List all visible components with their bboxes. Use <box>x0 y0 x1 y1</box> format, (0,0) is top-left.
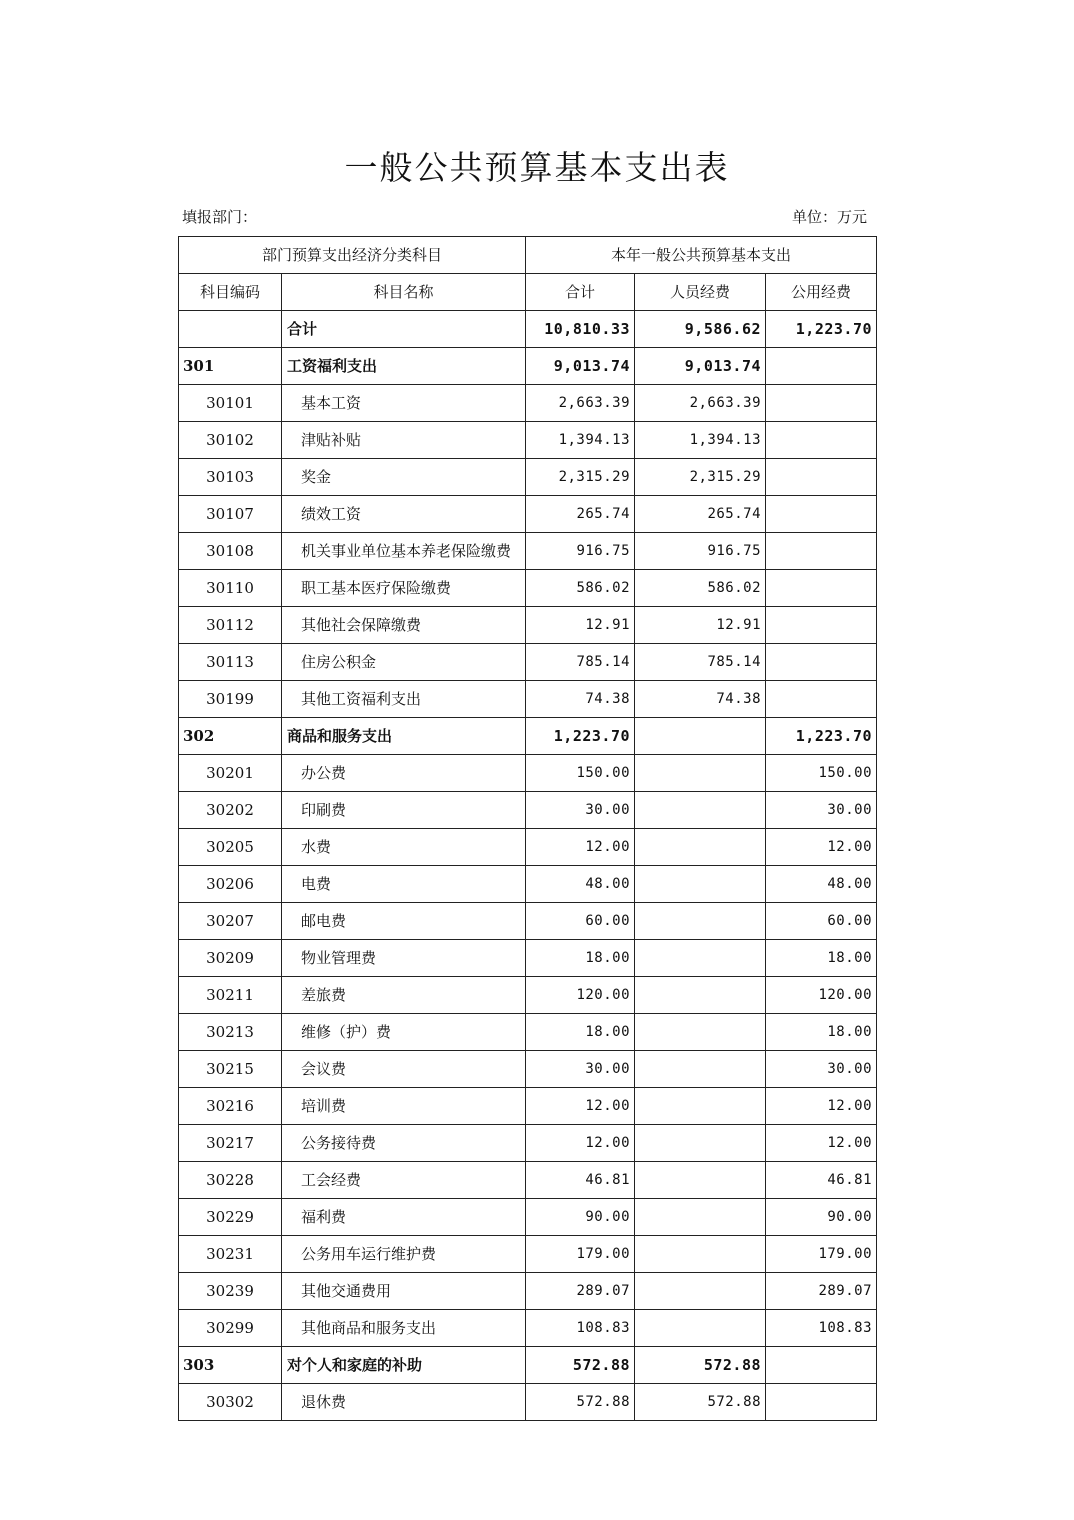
cell-code: 30215 <box>179 1051 282 1088</box>
cell-personnel: 2,315.29 <box>635 459 766 496</box>
cell-public: 60.00 <box>766 903 877 940</box>
table-row <box>179 1384 877 1421</box>
cell-personnel: 586.02 <box>635 570 766 607</box>
cell-personnel: 785.14 <box>635 644 766 681</box>
cell-public <box>766 459 877 496</box>
table-row <box>179 311 877 348</box>
table-row <box>179 385 877 422</box>
cell-name: 商品和服务支出 <box>282 718 526 755</box>
table-row <box>179 1347 877 1384</box>
cell-public: 12.00 <box>766 829 877 866</box>
table-row <box>179 829 877 866</box>
cell-public <box>766 533 877 570</box>
cell-code: 30209 <box>179 940 282 977</box>
table-row <box>179 755 877 792</box>
cell-code: 30103 <box>179 459 282 496</box>
cell-name: 其他社会保障缴费 <box>282 607 526 644</box>
cell-code: 303 <box>179 1347 282 1384</box>
table-row <box>179 570 877 607</box>
cell-personnel: 9,586.62 <box>635 311 766 348</box>
cell-public: 120.00 <box>766 977 877 1014</box>
table-row <box>179 533 877 570</box>
cell-total: 120.00 <box>526 977 635 1014</box>
cell-name: 培训费 <box>282 1088 526 1125</box>
table-row <box>179 681 877 718</box>
table-row <box>179 1125 877 1162</box>
table-row <box>179 1051 877 1088</box>
cell-public: 48.00 <box>766 866 877 903</box>
cell-public: 1,223.70 <box>766 718 877 755</box>
table-row <box>179 718 877 755</box>
cell-total: 2,315.29 <box>526 459 635 496</box>
cell-code: 30205 <box>179 829 282 866</box>
cell-public <box>766 1384 877 1421</box>
cell-public: 30.00 <box>766 1051 877 1088</box>
cell-code: 30201 <box>179 755 282 792</box>
cell-personnel <box>635 1125 766 1162</box>
cell-code: 30239 <box>179 1273 282 1310</box>
cell-personnel <box>635 977 766 1014</box>
cell-code <box>179 311 282 348</box>
cell-public: 18.00 <box>766 1014 877 1051</box>
table-row <box>179 866 877 903</box>
cell-name: 绩效工资 <box>282 496 526 533</box>
cell-name: 机关事业单位基本养老保险缴费 <box>282 533 526 570</box>
cell-name: 公务接待费 <box>282 1125 526 1162</box>
cell-public: 289.07 <box>766 1273 877 1310</box>
cell-total: 1,223.70 <box>526 718 635 755</box>
cell-total: 916.75 <box>526 533 635 570</box>
cell-code: 30202 <box>179 792 282 829</box>
table-row <box>179 459 877 496</box>
cell-public: 108.83 <box>766 1310 877 1347</box>
cell-code: 30113 <box>179 644 282 681</box>
table-body <box>179 311 877 1421</box>
table-row <box>179 1162 877 1199</box>
cell-personnel: 74.38 <box>635 681 766 718</box>
table-row <box>179 940 877 977</box>
cell-name: 物业管理费 <box>282 940 526 977</box>
table-row <box>179 1236 877 1273</box>
cell-code: 30302 <box>179 1384 282 1421</box>
cell-name: 会议费 <box>282 1051 526 1088</box>
cell-code: 30216 <box>179 1088 282 1125</box>
cell-total: 30.00 <box>526 792 635 829</box>
cell-code: 30228 <box>179 1162 282 1199</box>
budget-table <box>178 236 877 1421</box>
cell-name: 职工基本医疗保险缴费 <box>282 570 526 607</box>
cell-code: 30213 <box>179 1014 282 1051</box>
cell-name: 合计 <box>282 311 526 348</box>
cell-total: 90.00 <box>526 1199 635 1236</box>
cell-public <box>766 1347 877 1384</box>
cell-code: 30112 <box>179 607 282 644</box>
cell-name: 水费 <box>282 829 526 866</box>
cell-total: 179.00 <box>526 1236 635 1273</box>
header-personnel: 人员经费 <box>635 274 766 311</box>
cell-personnel: 572.88 <box>635 1384 766 1421</box>
cell-name: 住房公积金 <box>282 644 526 681</box>
cell-code: 30199 <box>179 681 282 718</box>
cell-code: 30108 <box>179 533 282 570</box>
cell-total: 108.83 <box>526 1310 635 1347</box>
cell-personnel <box>635 1051 766 1088</box>
cell-total: 289.07 <box>526 1273 635 1310</box>
table-row <box>179 422 877 459</box>
cell-personnel: 9,013.74 <box>635 348 766 385</box>
cell-code: 30211 <box>179 977 282 1014</box>
cell-public: 12.00 <box>766 1125 877 1162</box>
cell-public: 1,223.70 <box>766 311 877 348</box>
cell-name: 奖金 <box>282 459 526 496</box>
table-row <box>179 1199 877 1236</box>
header-public: 公用经费 <box>766 274 877 311</box>
cell-personnel: 916.75 <box>635 533 766 570</box>
cell-code: 30299 <box>179 1310 282 1347</box>
cell-personnel <box>635 1236 766 1273</box>
cell-total: 2,663.39 <box>526 385 635 422</box>
cell-code: 30107 <box>179 496 282 533</box>
cell-total: 10,810.33 <box>526 311 635 348</box>
cell-personnel <box>635 1273 766 1310</box>
cell-total: 572.88 <box>526 1384 635 1421</box>
table-row <box>179 1273 877 1310</box>
cell-name: 退休费 <box>282 1384 526 1421</box>
table-row <box>179 977 877 1014</box>
cell-public <box>766 422 877 459</box>
cell-name: 工会经费 <box>282 1162 526 1199</box>
cell-personnel <box>635 718 766 755</box>
fill-dept-label: 填报部门： <box>182 208 258 226</box>
cell-total: 46.81 <box>526 1162 635 1199</box>
table-row <box>179 1014 877 1051</box>
cell-name: 差旅费 <box>282 977 526 1014</box>
cell-total: 785.14 <box>526 644 635 681</box>
cell-public <box>766 607 877 644</box>
cell-total: 18.00 <box>526 940 635 977</box>
cell-name: 对个人和家庭的补助 <box>282 1347 526 1384</box>
cell-personnel <box>635 755 766 792</box>
cell-public: 46.81 <box>766 1162 877 1199</box>
table-row <box>179 496 877 533</box>
cell-code: 30101 <box>179 385 282 422</box>
cell-personnel <box>635 1162 766 1199</box>
table-row <box>179 1310 877 1347</box>
cell-total: 586.02 <box>526 570 635 607</box>
unit-label: 单位：万元 <box>792 208 868 226</box>
table-row <box>179 348 877 385</box>
cell-total: 9,013.74 <box>526 348 635 385</box>
header-name: 科目名称 <box>282 274 526 311</box>
cell-total: 572.88 <box>526 1347 635 1384</box>
cell-code: 30217 <box>179 1125 282 1162</box>
cell-public: 18.00 <box>766 940 877 977</box>
cell-personnel <box>635 829 766 866</box>
cell-code: 30229 <box>179 1199 282 1236</box>
cell-public: 12.00 <box>766 1088 877 1125</box>
cell-name: 其他交通费用 <box>282 1273 526 1310</box>
cell-public: 30.00 <box>766 792 877 829</box>
cell-code: 301 <box>179 348 282 385</box>
page-title: 一般公共预算基本支出表 <box>344 148 730 187</box>
cell-personnel: 265.74 <box>635 496 766 533</box>
header-group-left: 部门预算支出经济分类科目 <box>179 237 526 274</box>
cell-code: 30207 <box>179 903 282 940</box>
cell-name: 其他工资福利支出 <box>282 681 526 718</box>
cell-public <box>766 348 877 385</box>
cell-name: 维修（护）费 <box>282 1014 526 1051</box>
header-total: 合计 <box>526 274 635 311</box>
cell-personnel <box>635 903 766 940</box>
cell-name: 福利费 <box>282 1199 526 1236</box>
cell-total: 18.00 <box>526 1014 635 1051</box>
header-group-right: 本年一般公共预算基本支出 <box>526 237 877 274</box>
cell-total: 12.00 <box>526 829 635 866</box>
cell-public <box>766 570 877 607</box>
cell-total: 12.00 <box>526 1088 635 1125</box>
cell-public: 179.00 <box>766 1236 877 1273</box>
cell-personnel <box>635 1199 766 1236</box>
cell-personnel: 2,663.39 <box>635 385 766 422</box>
cell-personnel <box>635 1310 766 1347</box>
cell-name: 邮电费 <box>282 903 526 940</box>
cell-name: 工资福利支出 <box>282 348 526 385</box>
cell-personnel: 12.91 <box>635 607 766 644</box>
cell-name: 基本工资 <box>282 385 526 422</box>
cell-total: 1,394.13 <box>526 422 635 459</box>
cell-total: 30.00 <box>526 1051 635 1088</box>
cell-total: 48.00 <box>526 866 635 903</box>
table-row <box>179 644 877 681</box>
cell-public <box>766 496 877 533</box>
table-row <box>179 607 877 644</box>
cell-personnel: 1,394.13 <box>635 422 766 459</box>
cell-total: 150.00 <box>526 755 635 792</box>
cell-total: 12.00 <box>526 1125 635 1162</box>
cell-code: 30206 <box>179 866 282 903</box>
table-row <box>179 1088 877 1125</box>
cell-name: 印刷费 <box>282 792 526 829</box>
header-code: 科目编码 <box>179 274 282 311</box>
cell-name: 公务用车运行维护费 <box>282 1236 526 1273</box>
cell-personnel: 572.88 <box>635 1347 766 1384</box>
cell-personnel <box>635 940 766 977</box>
cell-code: 30231 <box>179 1236 282 1273</box>
cell-code: 302 <box>179 718 282 755</box>
cell-public <box>766 644 877 681</box>
cell-total: 265.74 <box>526 496 635 533</box>
cell-personnel <box>635 866 766 903</box>
cell-public: 150.00 <box>766 755 877 792</box>
cell-personnel <box>635 792 766 829</box>
cell-public: 90.00 <box>766 1199 877 1236</box>
cell-personnel <box>635 1088 766 1125</box>
cell-name: 津贴补贴 <box>282 422 526 459</box>
cell-code: 30110 <box>179 570 282 607</box>
cell-public <box>766 385 877 422</box>
cell-code: 30102 <box>179 422 282 459</box>
table-row <box>179 903 877 940</box>
cell-name: 其他商品和服务支出 <box>282 1310 526 1347</box>
cell-public <box>766 681 877 718</box>
cell-total: 74.38 <box>526 681 635 718</box>
table-row <box>179 792 877 829</box>
cell-personnel <box>635 1014 766 1051</box>
cell-name: 电费 <box>282 866 526 903</box>
cell-total: 12.91 <box>526 607 635 644</box>
cell-total: 60.00 <box>526 903 635 940</box>
cell-name: 办公费 <box>282 755 526 792</box>
